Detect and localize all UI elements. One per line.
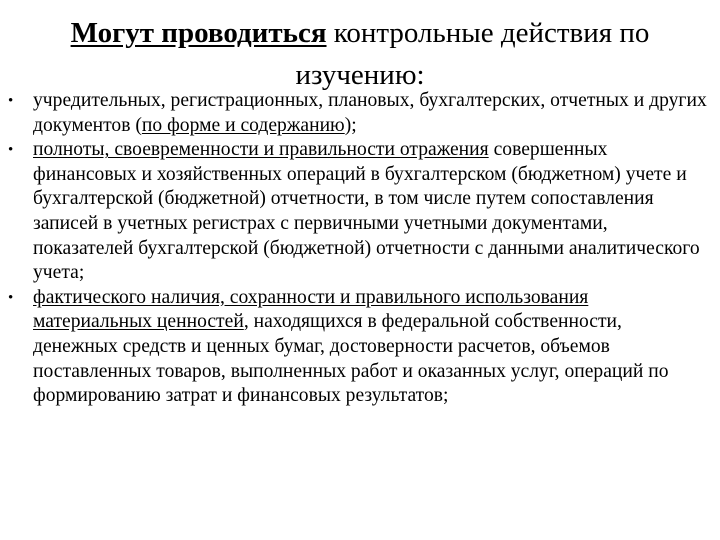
bullet-item-documents <box>6 89 711 138</box>
bullet-text: совершенных финансовых и хозяйственных операций в бухгалтерском (бюджетном) учете и бухгалтерской (бюджетной) отчетности, в том числе путем сопоставления записей в учетных регистрах с первичными учетными документами, показателей бухгалтерской (бюджетной) отчетности с данными аналитического учета; <box>33 139 700 284</box>
bullet-list <box>6 89 711 409</box>
bullet-item-actual-presence <box>6 286 711 409</box>
bullet-text: ); <box>344 114 357 136</box>
bullet-icon: • <box>8 142 14 159</box>
bullet-icon: • <box>8 93 14 109</box>
slide-title-rest: контрольные действия по изучению: <box>295 17 650 91</box>
slide-title-emphasis: Могут проводиться <box>70 17 327 49</box>
bullet-item-completeness <box>6 138 711 286</box>
slide-title <box>24 12 696 96</box>
bullet-underlined-text: фактического наличия, сохранности и правильного использования материальных ценностей <box>33 286 589 333</box>
bullet-icon: • <box>8 289 14 306</box>
bullet-text: учредительных, регистрационных, плановых, бухгалтерских, отчетных и других документов ( <box>33 90 707 136</box>
bullet-underlined-text: по форме и содержанию <box>141 114 345 136</box>
bullet-underlined-text: полноты, своевременности и правильности отражения <box>33 139 489 161</box>
bullet-text: , находящихся в федеральной собственности, денежных средств и ценных бумаг, достоверности расчетов, объемов поставленных товаров, выполненных работ и оказанных услуг, операций по формированию затрат и финансовых результатов; <box>33 311 669 407</box>
